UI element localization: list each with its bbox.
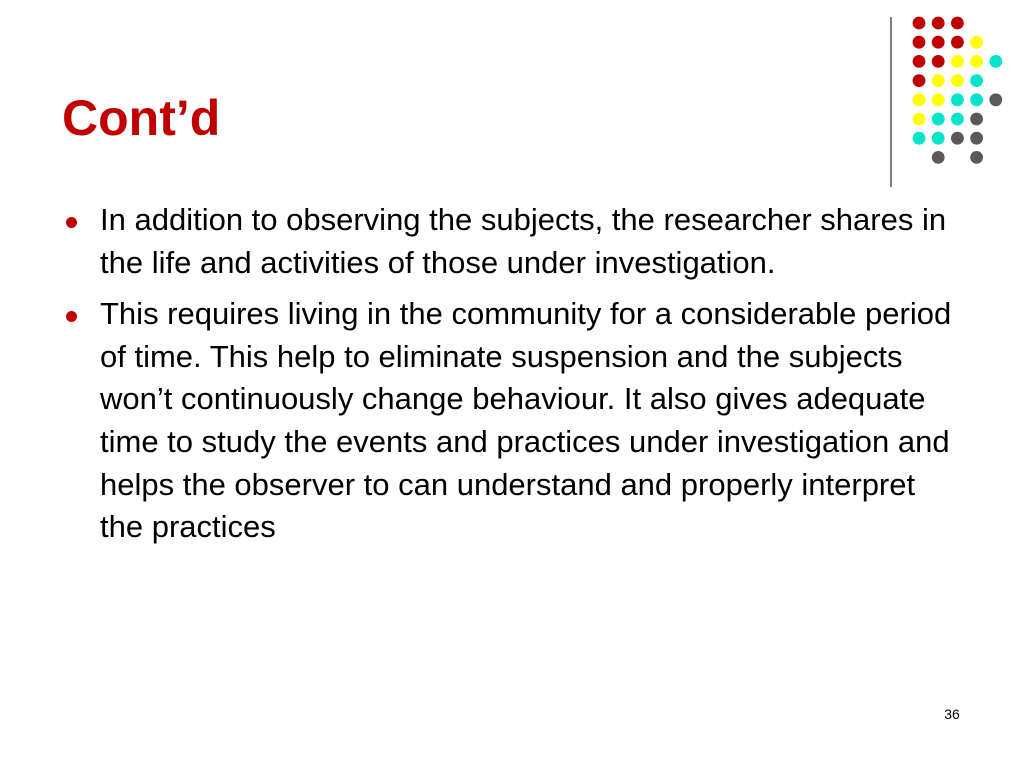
- gray-dot: [970, 132, 983, 145]
- bullet-item: [62, 293, 962, 549]
- red-dot: [932, 17, 945, 30]
- cyan-dot: [970, 93, 983, 106]
- yellow-dot: [913, 93, 926, 106]
- bullet-dot-icon: [66, 217, 77, 228]
- gray-dot: [932, 151, 945, 164]
- bullet-dot-icon: [66, 311, 77, 322]
- cyan-dot: [951, 93, 964, 106]
- cyan-dot: [932, 113, 945, 126]
- bullet-text: In addition to observing the subjects, the researcher shares in the life and activities of those under investigation.: [100, 202, 947, 280]
- slide-number: 36: [944, 706, 960, 722]
- yellow-dot: [913, 113, 926, 126]
- cyan-dot: [951, 113, 964, 126]
- red-dot: [932, 55, 945, 68]
- red-dot: [913, 74, 926, 87]
- red-dot: [951, 36, 964, 49]
- yellow-dot: [951, 55, 964, 68]
- red-dot: [951, 17, 964, 30]
- gray-dot: [989, 93, 1002, 106]
- bullet-item: [62, 199, 962, 284]
- yellow-dot: [970, 36, 983, 49]
- yellow-dot: [932, 74, 945, 87]
- slide-title: Cont’d: [62, 90, 221, 146]
- gray-dot: [970, 113, 983, 126]
- bullet-list: [62, 199, 962, 558]
- red-dot: [913, 36, 926, 49]
- gray-dot: [970, 151, 983, 164]
- cyan-dot: [989, 55, 1002, 68]
- yellow-dot: [951, 74, 964, 87]
- red-dot: [913, 17, 926, 30]
- cyan-dot: [932, 132, 945, 145]
- red-dot: [913, 55, 926, 68]
- cyan-dot: [970, 74, 983, 87]
- yellow-dot: [932, 93, 945, 106]
- bullet-text: This requires living in the community for a considerable period of time. This help to eliminate suspension and the subjects won’t continuously change behaviour. It also gives adequate time to study the events and practices under investigation and helps the observer to can understand and properly interpret the practices: [100, 296, 952, 545]
- red-dot: [932, 36, 945, 49]
- cyan-dot: [913, 132, 926, 145]
- gray-dot: [951, 132, 964, 145]
- yellow-dot: [970, 55, 983, 68]
